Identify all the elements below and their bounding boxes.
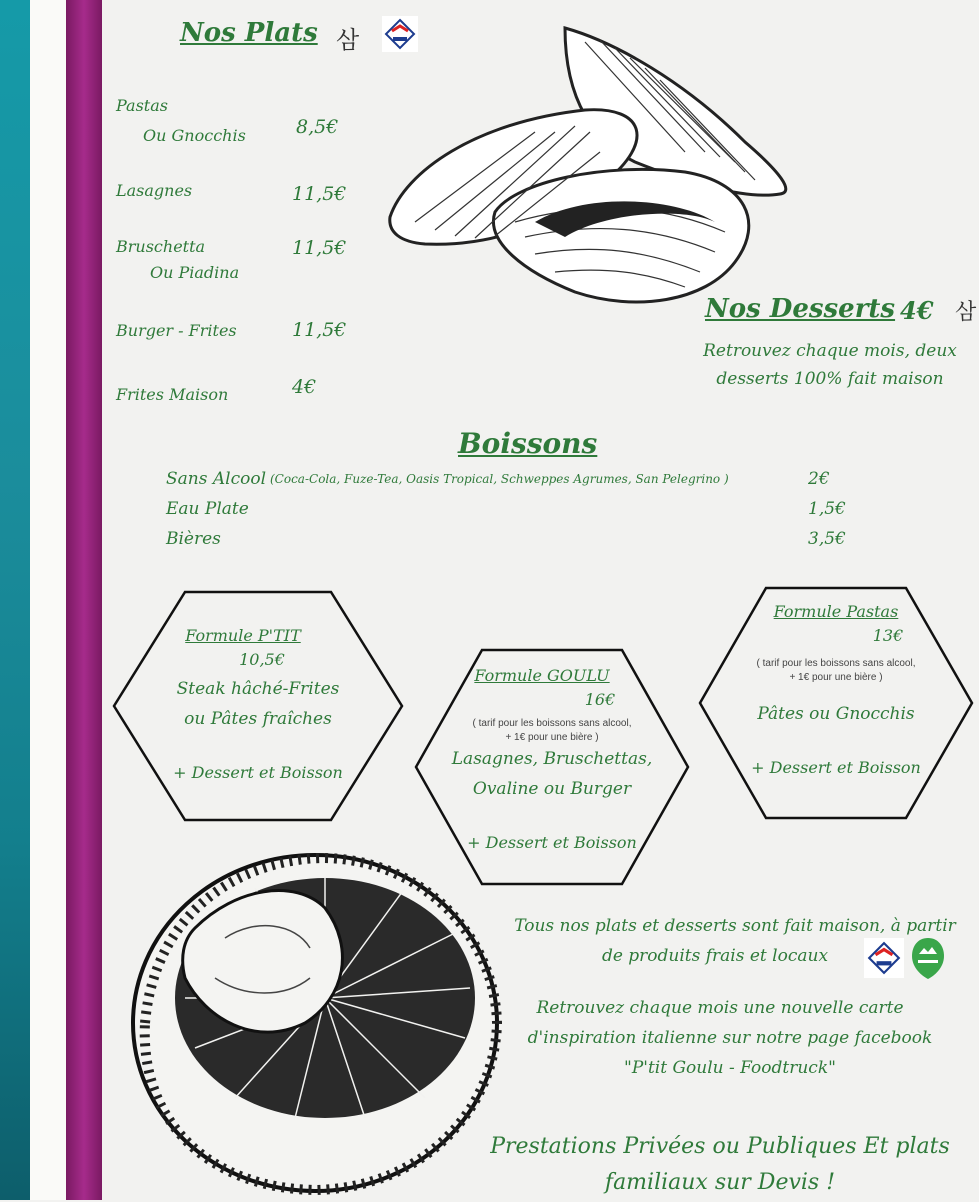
footer-line6: Prestations Privées ou Publiques Et plats [490, 1134, 950, 1159]
formule-ptit-price: 10,5€ [239, 650, 285, 669]
formule-ptit-line1: Steak hâché-Frites [176, 679, 340, 699]
formule-goulu-title: Formule GOULU [474, 666, 610, 685]
mushroom-illustration-icon [125, 848, 505, 1198]
footer-line5: "P'tit Goulu - Foodtruck" [624, 1058, 836, 1078]
plat-5-name: Frites Maison [116, 385, 229, 404]
plat-4-name: Burger - Frites [116, 321, 237, 340]
formule-goulu-line1: Lasagnes, Bruschettas, [451, 749, 653, 769]
pasta-shell-illustration-icon [385, 22, 795, 312]
plat-3-name-2: Ou Piadina [150, 263, 240, 282]
plat-4-price: 11,5€ [292, 319, 347, 341]
formule-pastas-note1: ( tarif pour les boissons sans alcool, [756, 658, 916, 669]
formule-goulu-note2: + 1€ pour une bière ) [505, 732, 599, 743]
footer-line7: familiaux sur Devis ! [604, 1170, 836, 1195]
plat-1-name: Pastas [116, 96, 168, 115]
formule-ptit-line2: ou Pâtes fraîches [184, 709, 332, 729]
desserts-line2: desserts 100% fait maison [716, 369, 944, 389]
formule-goulu-extra: + Dessert et Boisson [467, 833, 637, 852]
boisson-2-price: 1,5€ [808, 499, 846, 519]
pink-band [66, 0, 102, 1200]
korean-glyph-icon: 삼 [336, 26, 360, 54]
plat-1-price: 8,5€ [296, 116, 339, 138]
formule-goulu-line2: Ovaline ou Burger [472, 779, 632, 799]
plat-2-price: 11,5€ [292, 183, 347, 205]
formule-pastas-card [698, 586, 974, 820]
boisson-2-name: Eau Plate [166, 499, 249, 519]
boisson-1-price: 2€ [808, 469, 830, 489]
plat-2-name: Lasagnes [116, 181, 193, 200]
desserts-line1: Retrouvez chaque mois, deux [703, 341, 957, 361]
boisson-3-name: Bières [166, 529, 221, 549]
formule-pastas-title: Formule Pastas [773, 602, 899, 621]
boissons-title: Boissons [458, 427, 598, 460]
white-band [30, 0, 66, 1200]
viandes-de-france-logo-icon-2 [864, 938, 904, 978]
formule-pastas-price: 13€ [872, 626, 904, 645]
korean-glyph-icon-2: 삼 [955, 300, 977, 325]
boisson-1-name: Sans Alcool [166, 469, 266, 489]
formule-pastas-line1: Pâtes ou Gnocchis [757, 704, 915, 724]
formule-ptit-card [112, 590, 404, 822]
formule-pastas-extra: + Dessert et Boisson [751, 758, 921, 777]
plats-title: Nos Plats [180, 18, 318, 48]
formule-goulu-price: 16€ [584, 690, 616, 709]
footer-line4: d'inspiration italienne sur notre page facebook [527, 1028, 933, 1048]
formule-ptit-extra: + Dessert et Boisson [173, 763, 343, 782]
footer-line1: Tous nos plats et desserts sont fait maison, à partir [514, 916, 956, 936]
footer-line2: de produits frais et locaux [601, 946, 829, 966]
desserts-price: 4€ [900, 296, 934, 325]
formule-goulu-note1: ( tarif pour les boissons sans alcool, [472, 718, 632, 729]
boisson-3-price: 3,5€ [808, 529, 846, 549]
formule-ptit-title: Formule P'TIT [185, 626, 301, 645]
plat-5-price: 4€ [292, 376, 317, 398]
boisson-1-detail: (Coca-Cola, Fuze-Tea, Oasis Tropical, Schweppes Agrumes, San Pelegrino ) [270, 472, 729, 486]
plat-1-name-2: Ou Gnocchis [143, 126, 246, 145]
plat-3-name: Bruschetta [116, 237, 206, 256]
teal-band [0, 0, 30, 1200]
desserts-title: Nos Desserts [705, 294, 896, 324]
producteurs-locaux-logo-icon [910, 936, 946, 980]
footer-line3: Retrouvez chaque mois une nouvelle carte [536, 998, 904, 1018]
formule-pastas-note2: + 1€ pour une bière ) [789, 672, 883, 683]
plat-3-price: 11,5€ [292, 237, 347, 259]
